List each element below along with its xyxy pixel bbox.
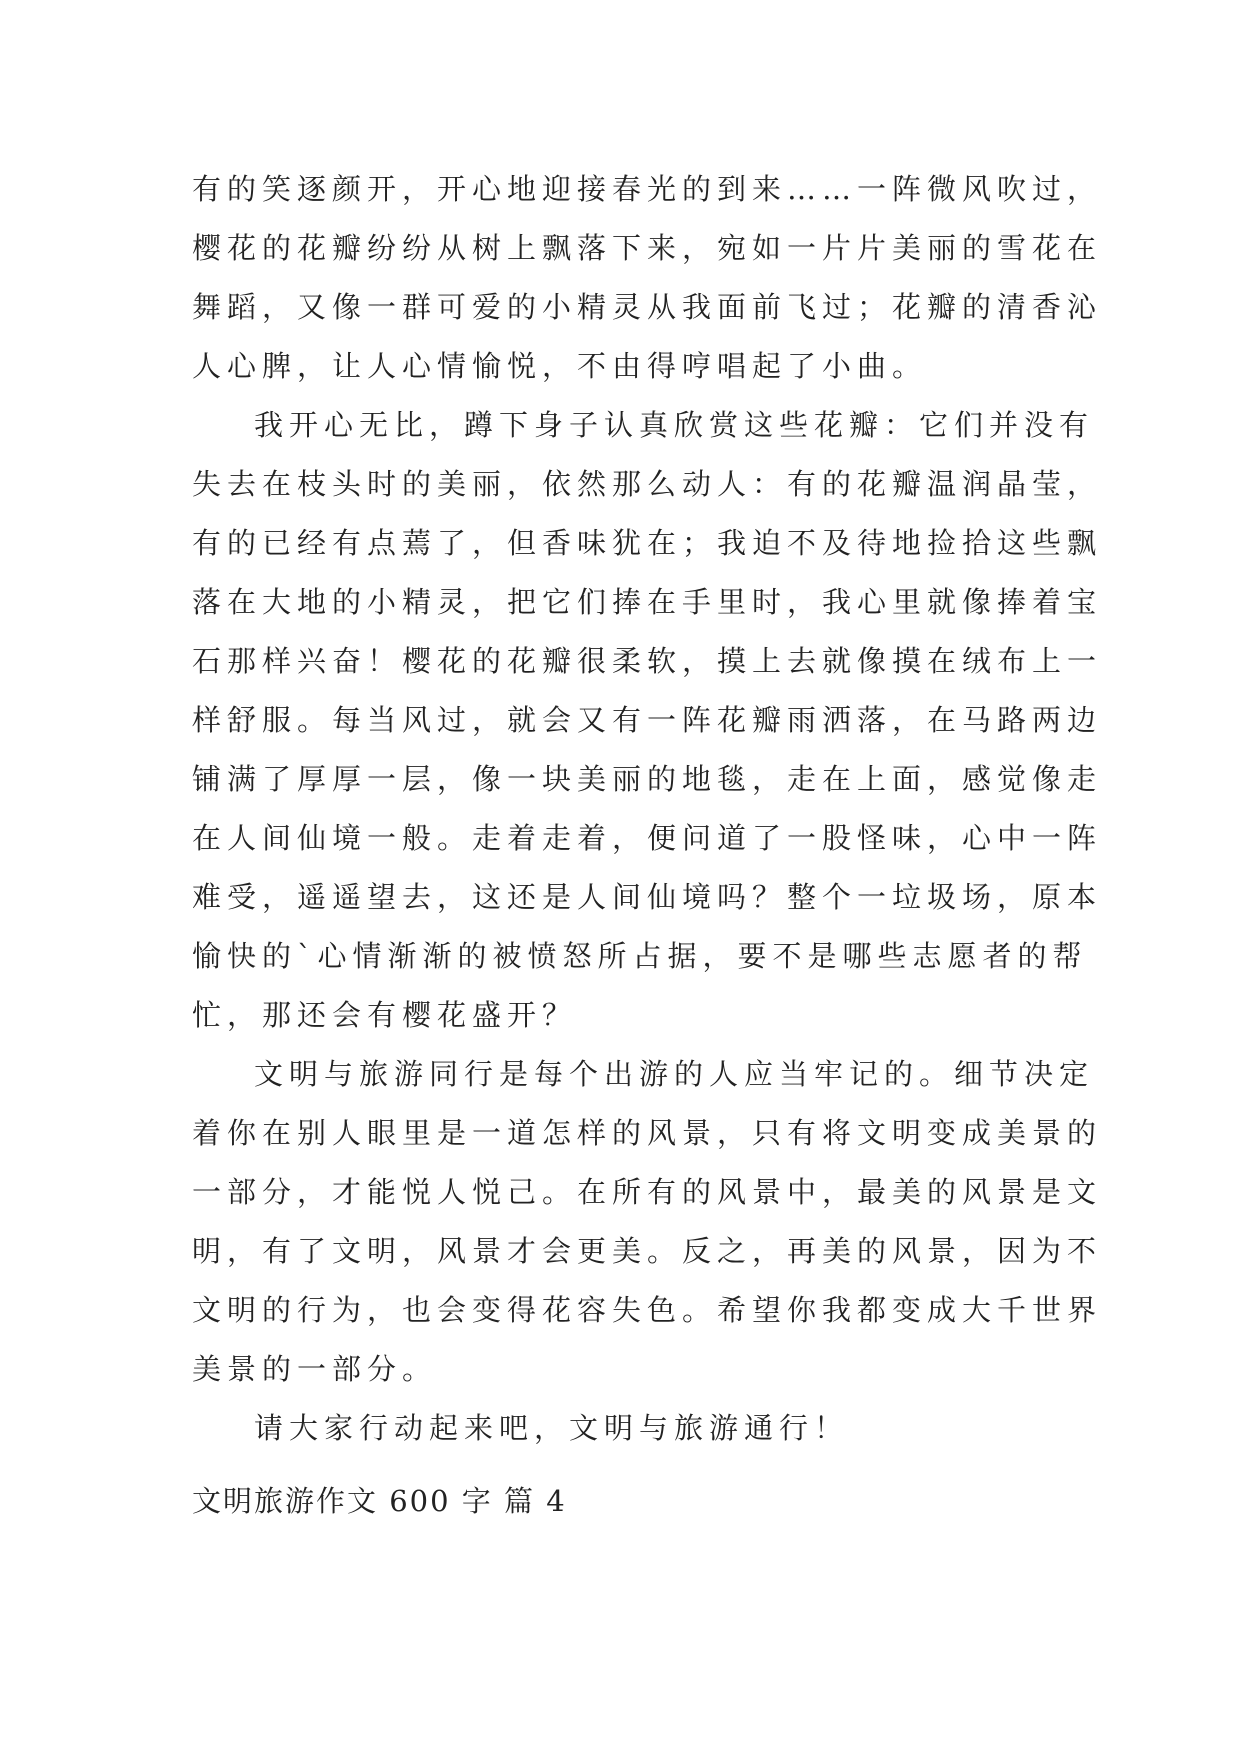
text-line: 文明的行为，也会变得花容失色。希望你我都变成大千世界 <box>192 1293 1103 1327</box>
text-line: 石那样兴奋！樱花的花瓣很柔软，摸上去就像摸在绒布上一 <box>192 644 1103 678</box>
text-line: 樱花的花瓣纷纷从树上飘落下来，宛如一片片美丽的雪花在 <box>192 231 1103 265</box>
text-line: 有的笑逐颜开，开心地迎接春光的到来……一阵微风吹过， <box>192 172 1103 206</box>
text-line: 有的已经有点蔫了，但香味犹在；我迫不及待地捡拾这些飘 <box>192 526 1103 560</box>
text-line: 舞蹈，又像一群可爱的小精灵从我面前飞过；花瓣的清香沁 <box>192 290 1103 324</box>
text-line: 忙，那还会有樱花盛开？ <box>192 998 578 1032</box>
text-line: 落在大地的小精灵，把它们捧在手里时，我心里就像捧着宝 <box>192 585 1103 619</box>
text-line: 难受，遥遥望去，这还是人间仙境吗？整个一垃圾场，原本 <box>192 880 1103 914</box>
text-line: 人心脾，让人心情愉悦，不由得哼唱起了小曲。 <box>192 349 928 383</box>
body-text <box>192 160 1103 1458</box>
text-line: 请大家行动起来吧，文明与旅游通行！ <box>254 1411 850 1445</box>
text-line: 我开心无比，蹲下身子认真欣赏这些花瓣：它们并没有 <box>254 408 1095 442</box>
text-line: 铺满了厚厚一层，像一块美丽的地毯，走在上面，感觉像走 <box>192 762 1103 796</box>
section-heading: 文明旅游作文 600 字 篇 4 <box>192 1484 567 1518</box>
text-line: 在人间仙境一般。走着走着，便问道了一股怪味，心中一阵 <box>192 821 1103 855</box>
text-line: 美景的一部分。 <box>192 1352 438 1386</box>
text-line: 样舒服。每当风过，就会又有一阵花瓣雨洒落，在马路两边 <box>192 703 1103 737</box>
text-line: 文明与旅游同行是每个出游的人应当牢记的。细节决定 <box>254 1057 1095 1091</box>
text-line: 一部分，才能悦人悦己。在所有的风景中，最美的风景是文 <box>192 1175 1103 1209</box>
text-line: 着你在别人眼里是一道怎样的风景，只有将文明变成美景的 <box>192 1116 1103 1150</box>
text-line: 愉快的`心情渐渐的被愤怒所占据，要不是哪些志愿者的帮 <box>192 939 1088 973</box>
text-line: 失去在枝头时的美丽，依然那么动人：有的花瓣温润晶莹， <box>192 467 1103 501</box>
text-line: 明，有了文明，风景才会更美。反之，再美的风景，因为不 <box>192 1234 1103 1268</box>
